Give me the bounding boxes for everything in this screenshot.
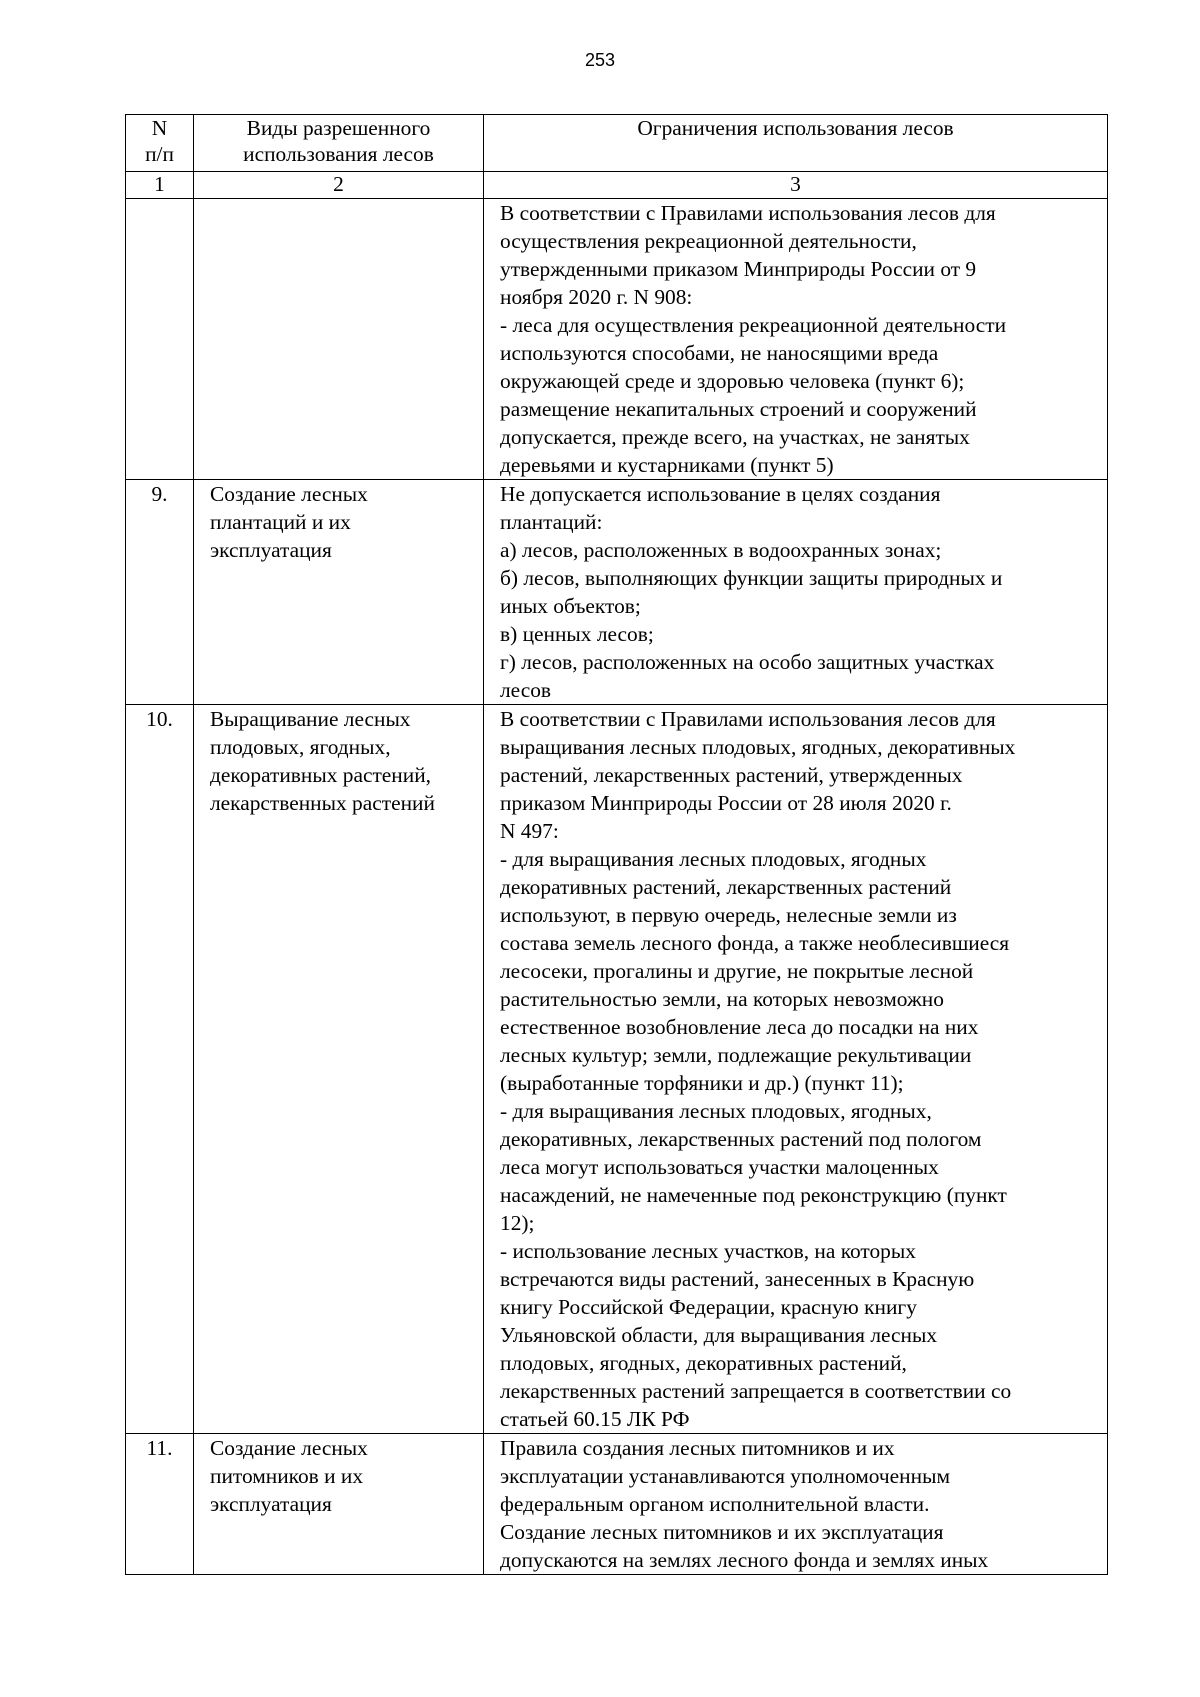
restrictions-table	[125, 114, 1108, 1575]
table-body	[126, 199, 1108, 1575]
table-row	[126, 480, 1108, 705]
table-row	[126, 1434, 1108, 1575]
restriction-line: иных объектов;	[500, 594, 641, 618]
restriction-line: насаждений, не намеченные под реконструкцию (пункт	[500, 1183, 1007, 1207]
restriction-line: растительностью земли, на которых невозможно	[500, 987, 944, 1011]
restriction-line: состава земель лесного фонда, а также необлесившиеся	[500, 931, 1010, 955]
restriction-line: размещение некапитальных строений и сооружений	[500, 397, 977, 421]
restriction-line: выращивания лесных плодовых, ягодных, декоративных	[500, 735, 1016, 759]
restriction-line: приказом Минприроды России от 28 июля 2020 г.	[500, 791, 952, 815]
header-use-kind-line: использования лесов	[243, 142, 434, 166]
restriction-line: В соответствии с Правилами использования лесов для	[500, 201, 996, 225]
header-number	[126, 115, 194, 172]
restriction-line: утвержденными приказом Минприроды России от 9	[500, 257, 977, 281]
restriction-line: допускается, прежде всего, на участках, не занятых	[500, 425, 970, 449]
restriction-line: б) лесов, выполняющих функции защиты природных и	[500, 566, 1003, 590]
use-kind-line: лекарственных растений	[210, 791, 435, 815]
restriction-line: леса могут использоваться участки малоценных	[500, 1155, 939, 1179]
use-kind-line: Выращивание лесных	[210, 707, 411, 731]
restriction-line: окружающей среде и здоровью человека (пункт 6);	[500, 369, 965, 393]
use-kind-line: декоративных растений,	[210, 763, 431, 787]
restriction-line: плантаций:	[500, 510, 603, 534]
header-number-line: п/п	[145, 142, 174, 166]
restriction-line: осуществления рекреационной деятельности,	[500, 229, 917, 253]
restrictions-cell	[484, 199, 1108, 480]
restriction-line: В соответствии с Правилами использования лесов для	[500, 707, 996, 731]
restrictions-cell	[484, 480, 1108, 705]
use-kind-line: эксплуатация	[210, 1492, 332, 1516]
restriction-line: лекарственных растений запрещается в соответствии со	[500, 1379, 1012, 1403]
column-number: 3	[484, 172, 1108, 199]
restriction-line: допускаются на землях лесного фонда и землях иных	[500, 1548, 989, 1572]
use-kind-cell	[194, 705, 484, 1434]
restriction-line: (выработанные торфяники и др.) (пункт 11);	[500, 1071, 904, 1095]
header-number-line: N	[151, 116, 168, 140]
column-number: 2	[194, 172, 484, 199]
restriction-line: - для выращивания лесных плодовых, ягодных	[500, 847, 927, 871]
restriction-line: в) ценных лесов;	[500, 622, 654, 646]
restriction-line: лесосеки, прогалины и другие, не покрытые лесной	[500, 959, 974, 983]
header-restrictions: Ограничения использования лесов	[484, 115, 1108, 172]
restriction-line: используют, в первую очередь, нелесные земли из	[500, 903, 957, 927]
column-number: 1	[126, 172, 194, 199]
use-kind-line: эксплуатация	[210, 538, 332, 562]
restriction-line: Не допускается использование в целях создания	[500, 482, 941, 506]
restriction-line: г) лесов, расположенных на особо защитных участках	[500, 650, 995, 674]
row-number: 9.	[126, 480, 194, 705]
row-number	[126, 199, 194, 480]
header-use-kind-line: Виды разрешенного	[246, 116, 431, 140]
page-number: 253	[584, 50, 616, 70]
restriction-line: лесов	[500, 678, 551, 702]
restriction-line: естественное возобновление леса до посадки на них	[500, 1015, 979, 1039]
restriction-line: Создание лесных питомников и их эксплуатация	[500, 1520, 944, 1544]
restriction-line: декоративных, лекарственных растений под пологом	[500, 1127, 982, 1151]
restriction-line: 12);	[500, 1211, 535, 1235]
restriction-line: лесных культур; земли, подлежащие рекультивации	[500, 1043, 972, 1067]
table-row	[126, 199, 1108, 480]
restriction-line: встречаются виды растений, занесенных в Красную	[500, 1267, 975, 1291]
restrictions-cell	[484, 705, 1108, 1434]
use-kind-line: плодовых, ягодных,	[210, 735, 391, 759]
use-kind-cell	[194, 199, 484, 480]
table-header-row	[126, 115, 1108, 172]
restriction-line: Ульяновской области, для выращивания лесных	[500, 1323, 938, 1347]
restriction-line: ноября 2020 г. N 908:	[500, 285, 693, 309]
use-kind-cell	[194, 480, 484, 705]
restriction-line: - для выращивания лесных плодовых, ягодных,	[500, 1099, 932, 1123]
restriction-line: федеральным органом исполнительной власти.	[500, 1492, 930, 1516]
header-use-kind	[194, 115, 484, 172]
restriction-line: плодовых, ягодных, декоративных растений,	[500, 1351, 907, 1375]
restriction-line: используются способами, не наносящими вреда	[500, 341, 939, 365]
restriction-line: - леса для осуществления рекреационной деятельности	[500, 313, 1007, 337]
table-row	[126, 705, 1108, 1434]
restriction-line: декоративных растений, лекарственных растений	[500, 875, 952, 899]
restriction-line: Правила создания лесных питомников и их	[500, 1436, 895, 1460]
restriction-line: книгу Российской Федерации, красную книгу	[500, 1295, 917, 1319]
column-number-row	[126, 172, 1108, 199]
use-kind-cell	[194, 1434, 484, 1575]
use-kind-line: Создание лесных	[210, 1436, 368, 1460]
restriction-line: статьей 60.15 ЛК РФ	[500, 1407, 690, 1431]
use-kind-line: плантаций и их	[210, 510, 351, 534]
use-kind-line: питомников и их	[210, 1464, 364, 1488]
restriction-line: деревьями и кустарниками (пункт 5)	[500, 453, 834, 477]
restrictions-cell	[484, 1434, 1108, 1575]
restriction-line: а) лесов, расположенных в водоохранных зонах;	[500, 538, 942, 562]
row-number: 11.	[126, 1434, 194, 1575]
restriction-line: - использование лесных участков, на которых	[500, 1239, 916, 1263]
restriction-line: растений, лекарственных растений, утвержденных	[500, 763, 963, 787]
restriction-line: N 497:	[500, 819, 559, 843]
row-number: 10.	[126, 705, 194, 1434]
restriction-line: эксплуатации устанавливаются уполномоченным	[500, 1464, 950, 1488]
use-kind-line: Создание лесных	[210, 482, 368, 506]
